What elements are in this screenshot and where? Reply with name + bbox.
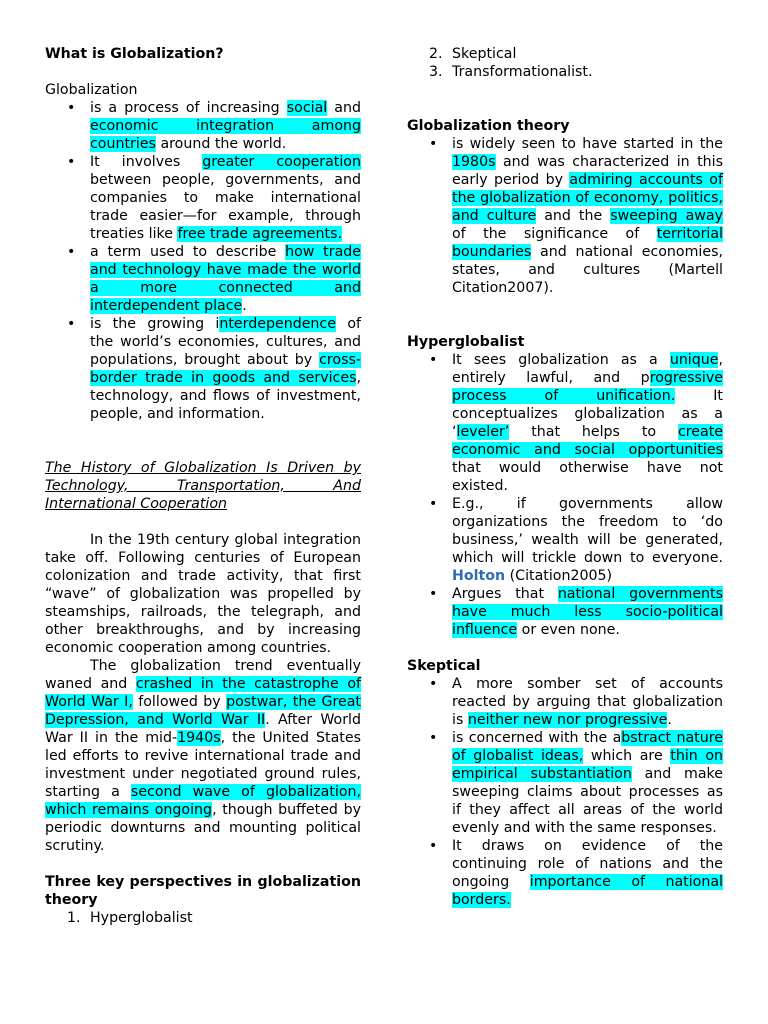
- numbered-item: [45, 909, 361, 927]
- highlighted-text: importance of national borders.: [452, 874, 723, 908]
- bullet-item: [407, 837, 723, 909]
- theory-heading: Globalization theory: [407, 118, 570, 134]
- bullet-item: [45, 315, 361, 423]
- highlighted-text: bstract nature of globalist ideas,: [452, 730, 723, 764]
- highlighted-text: admiring accounts of the globalization of economy, politics, and culture: [452, 172, 723, 224]
- history-heading: The History of Globalization Is Driven by Technology, Transportation, And International Cooperation: [45, 460, 361, 512]
- text-run: It draws on evidence of the continuing role of nations and the ongoing: [452, 838, 723, 890]
- bullet-item: [407, 351, 723, 495]
- text-run: which are: [583, 748, 671, 764]
- text-run: is the growing i: [90, 316, 220, 332]
- globalization-label: Globalization: [45, 82, 138, 98]
- highlighted-text: social: [286, 100, 328, 116]
- numbered-item: [407, 45, 723, 63]
- hyperglobalist-list: [407, 351, 723, 639]
- history-paragraph-1: In the 19th century global integration take off. Following centuries of European colonization and trade activity, that first “wave” of globalization was propelled by steamships, railroads, the telegraph, and other breakthroughs, and by increasing economic cooperation among countries.: [45, 532, 361, 656]
- highlighted-text: economic integration among countries: [90, 118, 361, 152]
- text-run: . After World War II in the mid-: [45, 712, 361, 746]
- bullet-item: [407, 135, 723, 297]
- highlighted-text: 1980s: [452, 154, 496, 170]
- perspectives-list-left: [45, 909, 361, 927]
- text-run: It conceptualizes globalization as a ‘: [452, 388, 723, 440]
- highlighted-text: free trade agreements.: [177, 226, 342, 242]
- item-label: Hyperglobalist: [90, 910, 193, 926]
- bullet-item: [407, 495, 723, 585]
- bullet-item: [45, 153, 361, 243]
- text-run: E.g., if governments allow organizations the freedom to ‘do business,’ wealth will be generated, which will trickle down to everyone.: [452, 496, 723, 566]
- text-run: , entirely lawful, and p: [452, 352, 723, 386]
- highlighted-text: territorial boundaries: [452, 226, 723, 260]
- text-run: , the United States led efforts to revive international trade and investment under negotiated ground rules, starting a: [45, 730, 361, 800]
- hyperglobalist-heading: Hyperglobalist: [407, 334, 525, 350]
- perspectives-list-right: [407, 45, 723, 81]
- bullet-item: [407, 675, 723, 729]
- bullet-item: [45, 99, 361, 153]
- item-label: Transformationalist.: [452, 64, 593, 80]
- item-number: 1.: [67, 910, 81, 926]
- theory-list: [407, 135, 723, 297]
- text-run: is a process of increasing: [90, 100, 287, 116]
- text-run: that helps to: [509, 424, 678, 440]
- text-run: The globalization trend eventually waned and: [45, 658, 361, 692]
- item-number: 3.: [429, 64, 443, 80]
- text-run: of the significance of: [452, 226, 657, 242]
- highlighted-text: leveler’: [456, 424, 510, 440]
- history-paragraph-2: [45, 657, 361, 855]
- text-run: It involves: [90, 154, 203, 170]
- right-column: [407, 45, 723, 909]
- text-run: is widely seen to have started in the: [452, 136, 723, 152]
- bullet-item: [407, 729, 723, 837]
- text-run: and make sweeping claims about processes as if they affect all areas of the world evenly and with the same responses.: [452, 766, 723, 836]
- text-run: (Citation2005): [505, 568, 613, 584]
- numbered-item: [407, 63, 723, 81]
- highlighted-text: crashed in the catastrophe of World War I,: [45, 676, 361, 710]
- highlighted-text: create economic and social opportunities: [452, 424, 723, 458]
- highlighted-text: sweeping away: [610, 208, 723, 224]
- text-run: .: [667, 712, 672, 728]
- text-run: a term used to describe: [90, 244, 286, 260]
- highlighted-text: 1940s: [177, 730, 221, 746]
- highlighted-text: thin on empirical substantiation: [452, 748, 723, 782]
- perspectives-heading: Three key perspectives in globalization theory: [45, 874, 361, 908]
- highlighted-text: nterdependence: [219, 316, 336, 332]
- holton-text: Holton: [452, 568, 506, 584]
- text-run: , technology, and flows of investment, people, and information.: [90, 370, 361, 422]
- text-run: and national economies, states, and cultures (Martell Citation2007).: [452, 244, 723, 296]
- bullet-item: [45, 243, 361, 315]
- text-run: followed by: [132, 694, 227, 710]
- skeptical-heading: Skeptical: [407, 658, 481, 674]
- text-run: and the: [536, 208, 611, 224]
- text-run: that would otherwise have not existed.: [452, 460, 723, 494]
- highlighted-text: unique: [669, 352, 719, 368]
- definition-list: [45, 99, 361, 423]
- highlighted-text: greater cooperation: [202, 154, 361, 170]
- highlighted-text: postwar, the Great Depression, and World War II: [45, 694, 361, 728]
- highlighted-text: neither new nor progressive: [467, 712, 668, 728]
- text-run: Argues that: [452, 586, 558, 602]
- text-run: between people, governments, and companies to make international trade easier—for example, through treaties like: [90, 172, 361, 242]
- skeptical-list: [407, 675, 723, 909]
- bullet-item: [407, 585, 723, 639]
- text-run: or even none.: [517, 622, 620, 638]
- text-run: and was characterized in this early period by: [452, 154, 723, 188]
- text-run: and: [327, 100, 361, 116]
- left-column: [45, 45, 361, 927]
- text-run: of the world’s economies, cultures, and populations, brought about by: [90, 316, 361, 368]
- highlighted-text: how trade and technology have made the world a more connected and interdependent place: [90, 244, 361, 314]
- highlighted-text: national governments have much less socio-political influence: [452, 586, 723, 638]
- text-run: , though buffeted by periodic downturns and mounting political scrutiny.: [45, 802, 361, 854]
- text-run: It sees globalization as a: [452, 352, 670, 368]
- page-title: What is Globalization?: [45, 46, 224, 62]
- text-run: around the world.: [155, 136, 287, 152]
- text-run: .: [242, 298, 247, 314]
- text-run: is concerned with the a: [452, 730, 622, 746]
- item-number: 2.: [429, 46, 443, 62]
- highlighted-text: cross-border trade in goods and services: [90, 352, 361, 386]
- item-label: Skeptical: [452, 46, 517, 62]
- text-run: A more somber set of accounts reacted by arguing that globalization is: [452, 676, 723, 728]
- highlighted-text: rogressive process of unification.: [452, 370, 723, 404]
- highlighted-text: second wave of globalization, which remains ongoing: [45, 784, 362, 818]
